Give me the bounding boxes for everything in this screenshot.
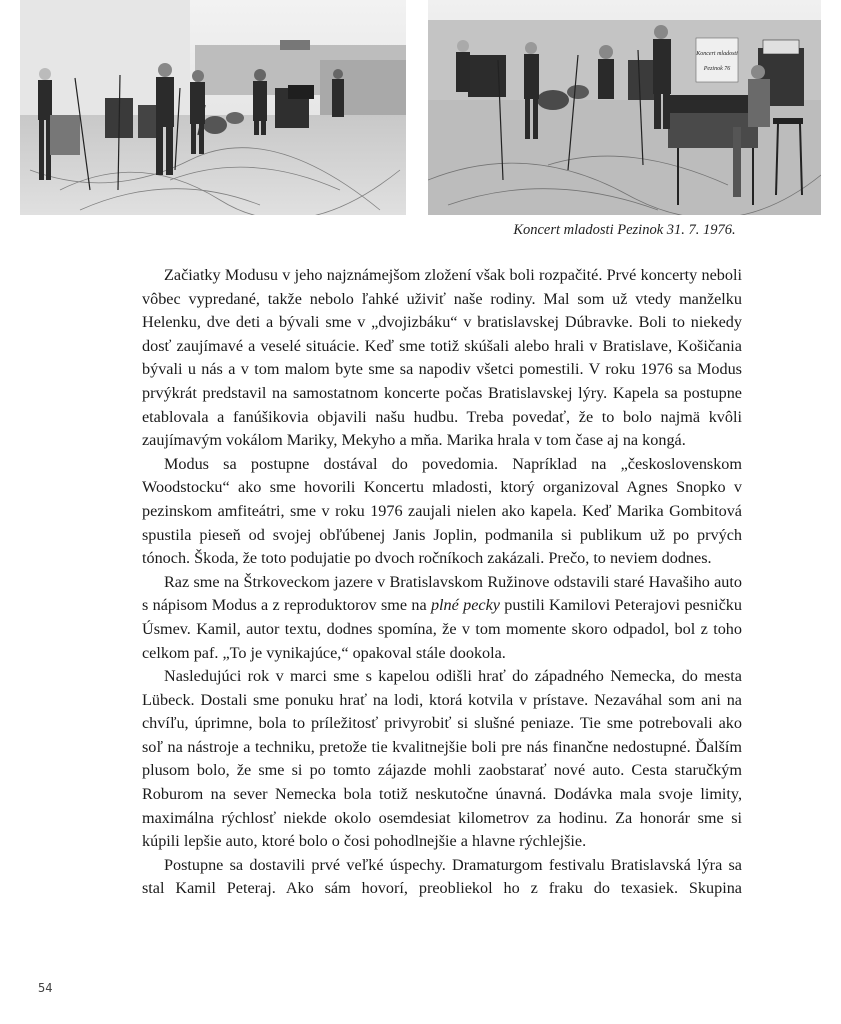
svg-text:Pezinok 76: Pezinok 76	[703, 66, 731, 72]
paragraph-text: Postupne sa dostavili prvé veľké úspechy. Dramaturgom festivalu Bratislavská lýra sa stal Kamil Peteraj. Ako sám hovorí, preobliekol ho z fraku do texasiek. Skupina	[142, 855, 742, 898]
page-number: 54	[38, 981, 53, 995]
paragraph-text: Raz sme na Štrkoveckom jazere v Bratislavskom Ružinove odstavili staré Havašiho auto s nápisom Modus a z reproduktorov sme na	[142, 572, 742, 615]
paragraph	[142, 571, 742, 665]
italic-phrase: plné pecky	[430, 596, 500, 615]
paragraph-text: pustili Kamilovi Peterajovi pesničku Úsmev. Kamil, autor textu, dodnes spomína, že v tom momente skoro odpadol, bol z toho celkom paf. „To je vynikajúce,“ opakoval stále dookola.	[142, 596, 742, 662]
concert-photo-left	[20, 0, 406, 215]
paragraph	[142, 453, 742, 571]
paragraph	[142, 665, 742, 854]
svg-text:Koncert mladosti: Koncert mladosti	[696, 51, 738, 57]
photo-caption: Koncert mladosti Pezinok 31. 7. 1976.	[513, 222, 736, 238]
concert-photo-right	[428, 0, 821, 215]
paragraph	[142, 264, 742, 453]
paragraph-text: Nasledujúci rok v marci sme s kapelou odišli hrať do západného Nemecka, do mesta Lübeck. Dostali sme ponuku hrať na lodi, ktorá kotvila v prístave. Nezaváhal som ani na chvíľu, úprimne, bola to príležitosť privyrobiť si slušné peniaze. Tie sme potrebovali ako soľ na nástroje a techniku, pretože tie kvalitnejšie boli pre nás finančne nedostupné. Ďalším plusom bolo, že sme si po tomto zájazde mohli zaobstarať nové auto. Cesta staručkým Roburom na sever Nemecka bola totiž neskutočne únavná. Dodávka mala svoje limity, maximálna rýchlosť niekde okolo osemdesiat kilometrov za hodinu. Za honorár sme si kúpili lepšie auto, ktoré bolo o čosi pohodlnejšie a hlavne rýchlejšie.	[142, 667, 742, 851]
article-body	[142, 264, 742, 901]
paragraph-text: Modus sa postupne dostával do povedomia. Napríklad na „československom Woodstocku“ ako sme hovorili Koncertu mladosti, ktorý organizoval Agnes Snopko v pezinskom amfiteátri, sme v roku 1976 zaujali nielen ako kapela. Keď Marika Gombitová spustila pieseň od svojej obľúbenej Janis Joplin, podmanila si publikum už po prvých tónoch. Škoda, že toto podujatie po dvoch ročníkoch zakázali. Prečo, to neviem dodnes.	[142, 454, 742, 568]
paragraph-text: Začiatky Modusu v jeho najznámejšom zložení však boli rozpačité. Prvé koncerty neboli vôbec vypredané, takže nebolo ľahké uživiť naše rodiny. Mal som už vtedy manželku Helenku, dve deti a bývali sme v „dvojizbáku“ v bratislavskej Dúbravke. Boli to niekedy dosť zaujímavé a veselé situácie. Keď sme totiž skúšali alebo hrali v Bratislave, Košičania bývali u nás a v tom malom byte sme sa napodiv všetci pomestili. V roku 1976 sa Modus prvýkrát predstavil na samostatnom koncerte počas Bratislavskej lýry. Kapela sa postupne etablovala a fanúšikovia objavili našu hudbu. Treba povedať, že to bolo najmä kvôli zaujímavým vokálom Mariky, Mekyho a mňa. Marika hrala v tom čase aj na kongá.	[142, 266, 742, 450]
paragraph	[142, 854, 742, 901]
